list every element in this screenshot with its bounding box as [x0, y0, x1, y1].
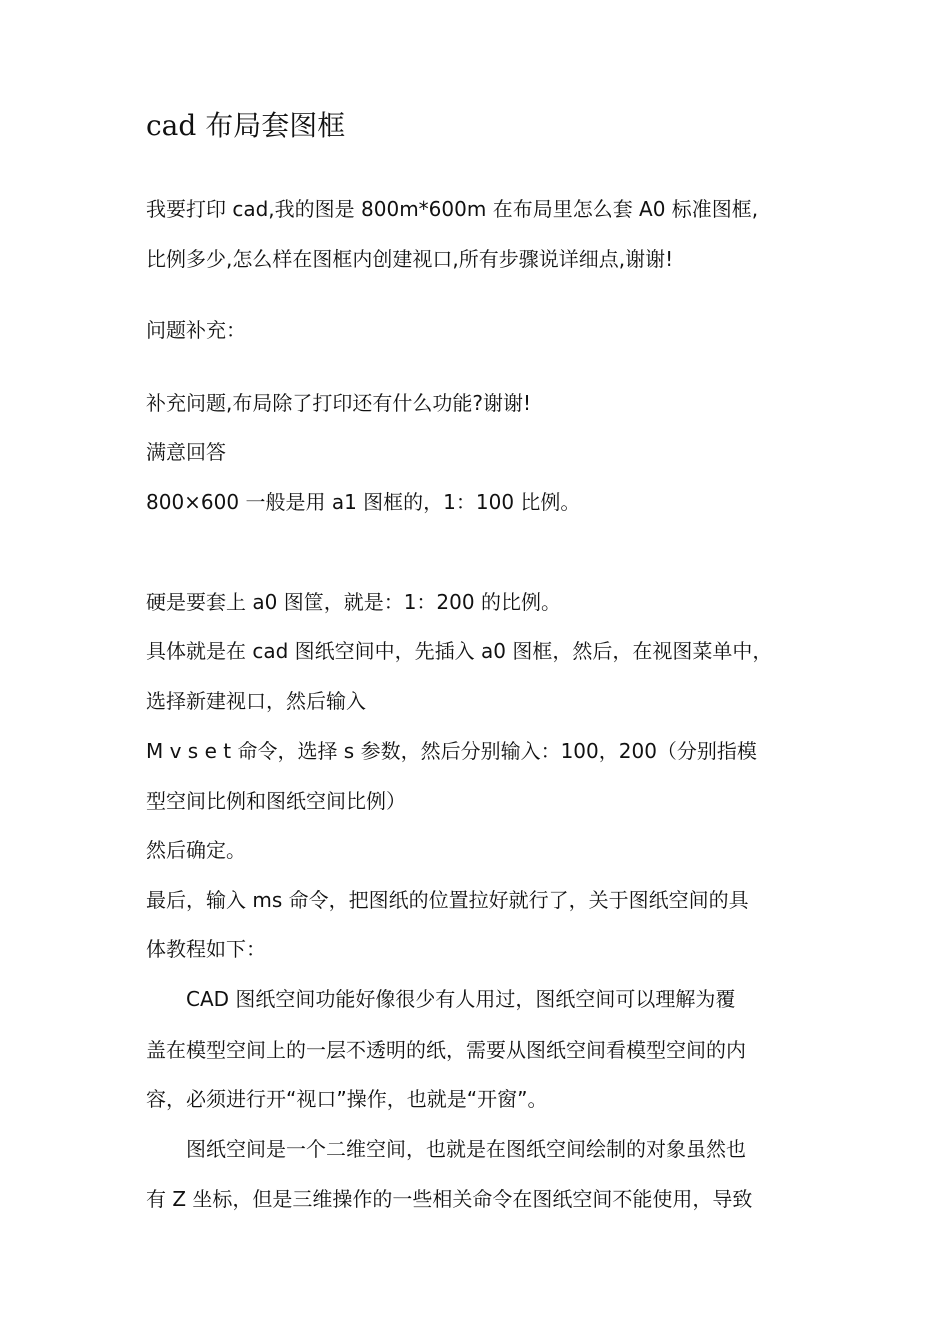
answer-line-3: 具体就是在 cad 图纸空间中，先插入 a0 图框，然后，在视图菜单中，: [146, 639, 773, 663]
answer-line-8: 最后，输入 ms 命令，把图纸的位置拉好就行了，关于图纸空间的具: [146, 888, 749, 912]
answer-heading: 满意回答: [146, 440, 226, 464]
supplement-question: 补充问题,布局除了打印还有什么功能?谢谢!: [146, 391, 531, 415]
answer-line-5: M v s e t 命令，选择 s 参数，然后分别输入：100，200（分别指模: [146, 739, 757, 763]
answer-line-2: 硬是要套上 a0 图筐，就是：1：200 的比例。: [146, 590, 561, 614]
document-title: cad 布局套图框: [146, 109, 346, 142]
tutorial-line-1: CAD 图纸空间功能好像很少有人用过，图纸空间可以理解为覆: [146, 987, 736, 1011]
answer-line-4: 选择新建视口，然后输入: [146, 689, 366, 713]
supplement-heading: 问题补充：: [146, 318, 246, 342]
question-line-1: 我要打印 cad,我的图是 800m*600m 在布局里怎么套 A0 标准图框,: [146, 197, 759, 221]
tutorial-line-5: 有 Z 坐标，但是三维操作的一些相关命令在图纸空间不能使用，导致: [146, 1187, 753, 1211]
answer-line-6: 型空间比例和图纸空间比例）: [146, 789, 406, 813]
tutorial-line-3: 容，必须进行开“视口”操作，也就是“开窗”。: [146, 1087, 548, 1111]
answer-line-7: 然后确定。: [146, 838, 246, 862]
question-line-2: 比例多少,怎么样在图框内创建视口,所有步骤说详细点,谢谢!: [146, 247, 674, 271]
answer-line-9: 体教程如下：: [146, 937, 266, 961]
answer-line-1: 800×600 一般是用 a1 图框的，1：100 比例。: [146, 490, 581, 514]
tutorial-line-4: 图纸空间是一个二维空间，也就是在图纸空间绘制的对象虽然也: [146, 1137, 746, 1161]
tutorial-line-2: 盖在模型空间上的一层不透明的纸，需要从图纸空间看模型空间的内: [146, 1038, 746, 1062]
